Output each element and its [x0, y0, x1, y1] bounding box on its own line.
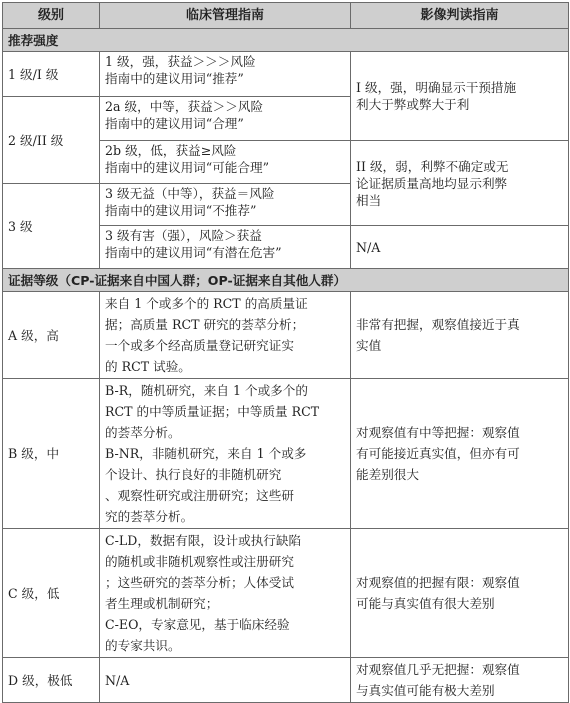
header-imaging-guide: 影像判读指南: [351, 3, 569, 29]
level-cell: B 级，中: [3, 379, 100, 529]
imaging-cell: 对观察值几乎无把握：观察值 与真实值可能有极大差别: [351, 658, 569, 703]
guide-cell: 2a 级，中等，获益＞＞风险 指南中的建议用词“合理”: [100, 97, 351, 141]
guide-cell: 1 级，强，获益＞＞＞风险 指南中的建议用词“推荐”: [100, 52, 351, 97]
header-level: 级别: [3, 3, 100, 29]
table-row: [3, 292, 569, 379]
level-cell: 3 级: [3, 184, 100, 269]
guide-cell: 来自 1 个或多个的 RCT 的高质量证 据；高质量 RCT 研究的荟萃分析； 一个或多个经高质量登记研究证实 的 RCT 试验。: [100, 292, 351, 379]
guideline-grading-table: [2, 2, 569, 703]
level-cell: C 级，低: [3, 529, 100, 658]
guide-cell: 2b 级，低，获益≥风险 指南中的建议用词“可能合理”: [100, 141, 351, 184]
imaging-cell: 对观察值的把握有限：观察值 可能与真实值有很大差别: [351, 529, 569, 658]
level-cell: D 级，极低: [3, 658, 100, 703]
table-row: [3, 52, 569, 97]
guide-cell: B-R，随机研究，来自 1 个或多个的 RCT 的中等质量证据；中等质量 RCT 的荟萃分析。 B-NR，非随机研究，来自 1 个或多 个设计、执行良好的非随机研究 、观察性研究或注册研究；这些研 究的荟萃分析。: [100, 379, 351, 529]
section-title-recommendation: 推荐强度: [3, 29, 569, 52]
table-row: [3, 529, 569, 658]
table-row: [3, 379, 569, 529]
guide-cell: 3 级无益（中等），获益＝风险 指南中的建议用词“不推荐”: [100, 184, 351, 226]
level-cell: 2 级/II 级: [3, 97, 100, 184]
table-row: [3, 658, 569, 703]
guide-cell: N/A: [100, 658, 351, 703]
section-title-evidence: 证据等级（CP-证据来自中国人群；OP-证据来自其他人群）: [3, 269, 569, 292]
guide-cell: C-LD，数据有限，设计或执行缺陷 的随机或非随机观察性或注册研究 ；这些研究的荟萃分析；人体受试 者生理或机制研究； C-EO，专家意见，基于临床经验 的专家共识。: [100, 529, 351, 658]
imaging-cell: 非常有把握，观察值接近于真 实值: [351, 292, 569, 379]
imaging-cell: II 级，弱，利弊不确定或无 论证据质量高地均显示利弊 相当: [351, 141, 569, 226]
level-cell: 1 级/I 级: [3, 52, 100, 97]
level-cell: A 级，高: [3, 292, 100, 379]
section-recommendation-row: [3, 29, 569, 52]
imaging-cell: 对观察值有中等把握：观察值 有可能接近真实值，但亦有可 能差别很大: [351, 379, 569, 529]
section-evidence-row: [3, 269, 569, 292]
imaging-cell: I 级，强，明确显示干预措施 利大于弊或弊大于利: [351, 52, 569, 141]
imaging-cell: N/A: [351, 226, 569, 269]
header-clinical-guide: 临床管理指南: [100, 3, 351, 29]
guide-cell: 3 级有害（强），风险＞获益 指南中的建议用词“有潜在危害”: [100, 226, 351, 269]
header-row: [3, 3, 569, 29]
